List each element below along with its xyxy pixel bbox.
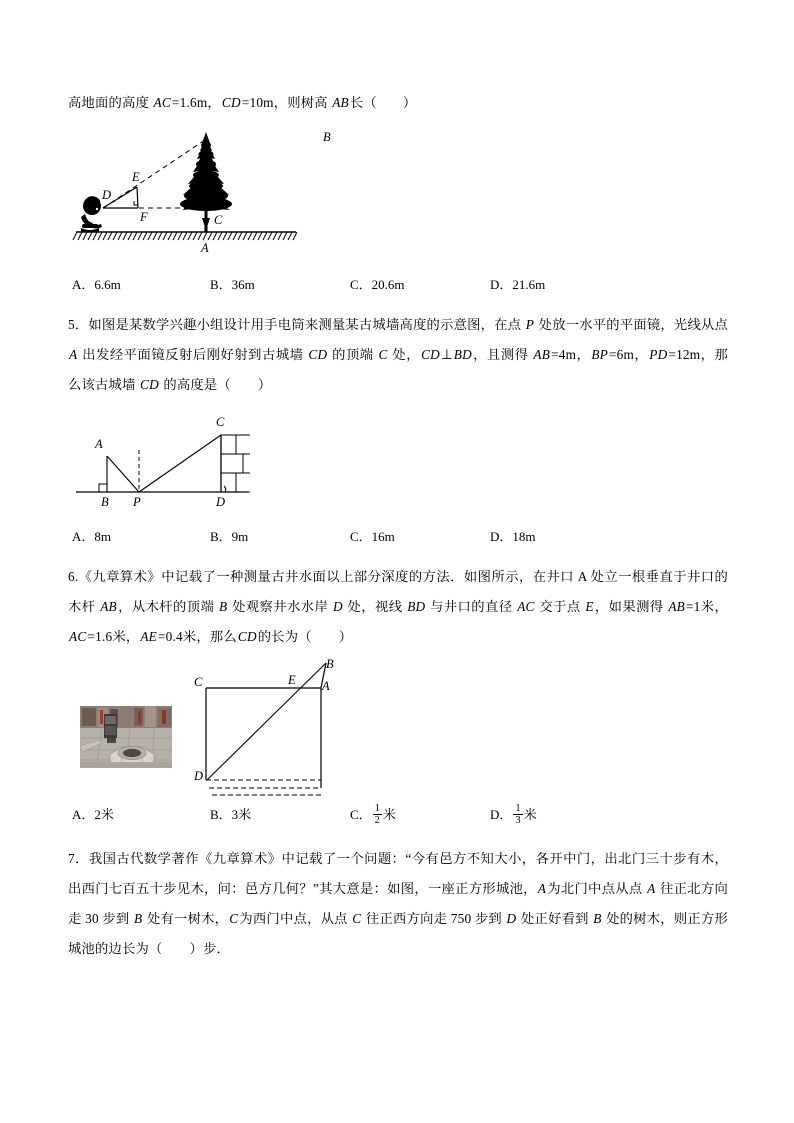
tree-measurement-svg (68, 118, 408, 266)
option-c-value: 20.6m (371, 277, 405, 292)
figure-label-c: C (214, 213, 223, 227)
question-4-tail-line (68, 88, 728, 118)
figure-label-f: F (140, 210, 148, 224)
q5-option-d-value: 18m (512, 529, 536, 544)
q4-var-ac: AC (153, 95, 171, 110)
q6-option-a-value: 2米 (94, 807, 114, 822)
q6-option-c[interactable]: C． $\frac{1}{2}$ 米 (350, 802, 396, 826)
figure-label-e: E (132, 170, 140, 184)
mirror-reflection-svg (68, 410, 408, 518)
option-a-value: 6.6m (94, 277, 121, 292)
question-7-text (68, 844, 728, 964)
option-c[interactable]: C．20.6m (350, 277, 405, 292)
figure-label-d: D (102, 188, 112, 202)
question-6-figure (68, 658, 728, 798)
figure6-label-e: E (288, 673, 296, 687)
q4-eq1: =1.6m (171, 95, 208, 110)
q5-segments: 5．如图是某数学兴趣小组设计用手电筒来测量某古城墙高度的示意图，在点 P 处放一水平的平面镜，光线从点 A 出发经平面镜反射后刚好射到古城墙 CD 的顶端 C 处，CD⊥BD，且测得 AB=4m，BP=6m，PD=12m，那么该古城墙 CD 的高度是（ ） (68, 317, 728, 392)
ancient-well-photo (80, 706, 172, 768)
q6-option-c-fraction: $\frac{1}{2}$ (374, 802, 380, 826)
figure-label-a: A (201, 241, 209, 255)
fir-tree-silhouette (180, 132, 232, 211)
q4-var-cd: CD (221, 95, 241, 110)
q5-option-b-value: 9m (231, 529, 249, 544)
q4-text-part1: 高地面的高度 (68, 95, 153, 110)
q4-comma2: ，则树高 (273, 95, 332, 110)
figure6-label-d: D (194, 769, 204, 783)
q6-option-c-value: 米 (382, 807, 396, 822)
q4-tail-close: ） (402, 95, 417, 110)
q5-option-a-value: 8m (94, 529, 112, 544)
q6-option-d-fraction: $\frac{1}{3}$ (515, 802, 521, 826)
option-d[interactable]: D．21.6m (490, 277, 546, 292)
q4-comma1: ， (207, 95, 221, 110)
person-figure (81, 196, 102, 232)
q4-var-ab: AB (332, 95, 349, 110)
question-6-text (68, 562, 728, 652)
question-5-options (68, 524, 728, 550)
q6-option-b-value: 3米 (231, 807, 252, 822)
q7-segments: 7．我国古代数学著作《九章算术》中记载了一个问题：“今有邑方不知大小，各开中门，出北门三十步有木，出西门七百五十步见木，问：邑方几何？”其大意是：如图，一座正方形城池，A为北门中点从点 A 往正北方向走 30 步到 B 处有一树木，C为西门中点，从点 C 往正西方向走 750 步到 D 处正好看到 B 处的树木，则正方形城池的边长为（ ）步． (68, 851, 728, 956)
q5-option-c-value: 16m (371, 529, 395, 544)
figure5-label-a: A (95, 437, 103, 451)
well-geometry-svg (176, 658, 516, 798)
q6-option-d[interactable]: D． $\frac{1}{3}$ 米 (490, 802, 537, 826)
q5-option-c[interactable]: C．16m (350, 529, 395, 544)
q6-option-b[interactable]: B．3米 (210, 807, 252, 822)
q5-option-d[interactable]: D．18m (490, 529, 536, 544)
figure5-label-c: C (216, 415, 225, 429)
figure5-label-d: D (216, 495, 226, 509)
figure6-label-b: B (326, 657, 334, 671)
page-content (68, 88, 728, 964)
question-5-figure (68, 410, 728, 518)
option-b-value: 36m (231, 277, 255, 292)
figure6-label-c: C (194, 675, 203, 689)
figure-label-b: B (323, 130, 331, 144)
question-4-options (68, 272, 728, 298)
well-photo-svg (80, 706, 172, 768)
question-6-options (68, 802, 728, 832)
figure5-label-b: B (101, 495, 109, 509)
q6-option-a[interactable]: A．2米 (72, 807, 114, 822)
option-a[interactable]: A．6.6m (72, 277, 121, 292)
option-d-value: 21.6m (512, 277, 546, 292)
q6-segments: 6.《九章算术》中记载了一种测量古井水面以上部分深度的方法．如图所示，在井口 A 处立一根垂直于井口的木杆 AB，从木杆的顶端 B 处观察井水水岸 D 处，视线 BD 与井口的直径 AC 交于点 E，如果测得 AB=1米，AC=1.6米，AE=0.4米，那么CD的长为（ ） (68, 569, 728, 644)
question-5-text (68, 310, 728, 400)
q5-option-b[interactable]: B．9m (210, 529, 249, 544)
option-b[interactable]: B．36m (210, 277, 255, 292)
q4-eq2: =10m (241, 95, 274, 110)
q6-option-d-value: 米 (523, 807, 537, 822)
figure5-label-p: P (133, 495, 141, 509)
figure6-label-a: A (322, 679, 330, 693)
q5-option-a[interactable]: A．8m (72, 529, 112, 544)
question-4-figure (68, 118, 728, 266)
q4-tail-text: 长（ (349, 95, 377, 110)
